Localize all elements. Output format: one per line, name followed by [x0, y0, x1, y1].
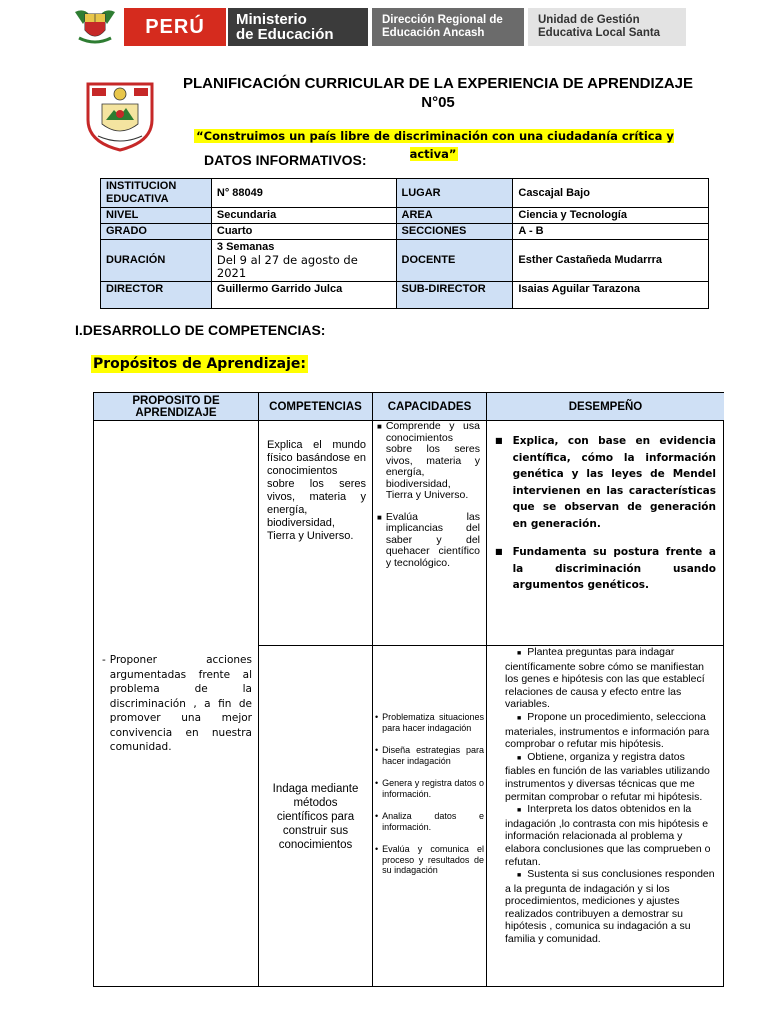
competencia-2-text: Indaga mediante métodos científicos para construir sus conocimientos	[272, 782, 359, 851]
area-value: Ciencia y Tecnología	[513, 208, 709, 224]
desempeno-item	[495, 544, 716, 594]
competencia-1-cell	[259, 421, 373, 646]
duracion-weeks: 3 Semanas	[216, 241, 275, 253]
header-banner	[66, 8, 700, 46]
dre-line-1: Dirección Regional de	[382, 14, 503, 26]
square-bullet-icon: ■	[495, 547, 503, 556]
capacidad-item	[377, 512, 480, 570]
title-line-1: PLANIFICACIÓN CURRICULAR DE LA EXPERIENCIA DE APRENDIZAJE	[182, 75, 694, 92]
desempeno-text: Explica, con base en evidencia científica, cómo la información genética y las leyes de Mendel intervienen en las características que se observan de generación en generación.	[512, 435, 716, 530]
desempeno-text: Propone un procedimiento, selecciona materiales, instrumentos e información para comprobar o refutar mis hipótesis.	[505, 710, 710, 751]
capacidad-item	[375, 811, 484, 832]
square-bullet-icon: ■	[377, 422, 382, 431]
school-crest-icon	[84, 80, 156, 152]
info-row	[101, 208, 709, 224]
capacidad-item	[375, 778, 484, 799]
square-bullet-icon: ■	[517, 872, 522, 880]
capacidad-text: Analiza datos e información.	[382, 811, 484, 832]
capacidad-item	[375, 712, 484, 733]
ministry-line-1: Ministerio	[236, 11, 307, 28]
square-bullet-icon: ■	[495, 436, 503, 445]
capacidad-item	[375, 745, 484, 766]
header-desempeno: DESEMPEÑO	[487, 393, 724, 421]
capacidad-text: Problematiza situaciones para hacer indagación	[382, 712, 484, 733]
subdirector-value: Isaias Aguilar Tarazona	[513, 282, 709, 309]
institucion-value: N° 88049	[211, 179, 396, 208]
grado-label: GRADO	[101, 224, 212, 240]
proposito-cell	[94, 421, 259, 987]
desempeno-text: Interpreta los datos obtenidos en la indagación ,lo contrasta con mis hipótesis e información relacionada al problema y elabora conclusiones que las comprueben o refutan.	[505, 803, 711, 868]
desempeno-text: Obtiene, organiza y registra datos fiables en función de las variables utilizando instrumentos y diversas técnicas que me permitan comprobar o refutar mi hipótesis.	[505, 750, 710, 803]
director-value: Guillermo Garrido Julca	[211, 282, 396, 309]
desempeno-1-cell	[487, 421, 724, 646]
desempeno-2-list	[505, 646, 718, 946]
header-capacidades: CAPACIDADES	[373, 393, 487, 421]
proposito-text: Proponer acciones argumentadas frente al problema de la discriminación , a fin de promover una mejor convivencia en nuestra comunidad.	[109, 654, 252, 754]
square-bullet-icon: ■	[517, 714, 522, 722]
capacidad-text: Comprende y usa conocimientos sobre los seres vivos, materia y energía, biodiversidad, Tierra y Universo.	[385, 420, 480, 501]
competencia-1-text: Explica el mundo físico basándose en conocimientos sobre los seres vivos, materia y energía, biodiversidad, Tierra y Universo.	[267, 439, 366, 542]
desempeno-text: Fundamenta su postura frente a la discriminación usando argumentos genéticos.	[512, 546, 716, 591]
proposito-item	[102, 653, 252, 755]
desempeno-2-cell	[487, 646, 724, 987]
capacidad-text: Diseña estrategias para hacer indagación	[382, 745, 484, 766]
lugar-label: LUGAR	[396, 179, 513, 208]
info-row	[101, 179, 709, 208]
desempeno-text: Plantea preguntas para indagar científicamente sobre cómo se manifiestan los genes e hipótesis con las que establecí relaciones de causa y efecto entre las variables.	[505, 646, 705, 711]
capacidad-item	[377, 421, 480, 502]
ministry-label	[228, 8, 368, 46]
ugel-line-1: Unidad de Gestión	[538, 14, 640, 26]
info-row	[101, 282, 709, 309]
capacidades-2-cell	[373, 646, 487, 987]
desempeno-item	[505, 751, 718, 803]
docente-value: Esther Castañeda Mudarrra	[513, 240, 709, 282]
ugel-label	[528, 8, 686, 46]
grado-value: Cuarto	[211, 224, 396, 240]
square-bullet-icon: ■	[517, 807, 522, 815]
secciones-value: A - B	[513, 224, 709, 240]
capacidad-item	[375, 844, 484, 876]
capacidad-text: Evalúa y comunica el proceso y resultados de su indagación	[382, 844, 484, 875]
bullet-icon: •	[375, 712, 379, 722]
desempeno-item	[505, 646, 718, 711]
info-table	[100, 178, 709, 309]
duracion-dates: Del 9 al 27 de agosto de 2021	[216, 253, 358, 280]
bullet-icon: •	[375, 778, 379, 788]
lugar-value: Cascajal Bajo	[513, 179, 709, 208]
desempeno-item	[505, 868, 718, 946]
area-label: AREA	[396, 208, 513, 224]
dre-label	[372, 8, 524, 46]
competencies-table	[93, 392, 724, 987]
section-heading: I.DESARROLLO DE COMPETENCIAS:	[75, 322, 326, 338]
square-bullet-icon: ■	[517, 650, 522, 657]
duracion-value	[211, 240, 396, 282]
duracion-label: DURACIÓN	[101, 240, 212, 282]
desempeno-item	[495, 433, 716, 532]
competencia-2-cell	[259, 646, 373, 987]
bullet-icon: •	[375, 844, 379, 854]
square-bullet-icon: ■	[517, 754, 522, 762]
desempeno-item	[505, 803, 718, 868]
director-label: DIRECTOR	[101, 282, 212, 309]
capacidad-text: Genera y registra datos o información.	[382, 778, 484, 799]
secciones-label: SECCIONES	[396, 224, 513, 240]
bullet-icon: •	[375, 811, 379, 821]
info-row	[101, 240, 709, 282]
document-title	[160, 74, 716, 112]
dre-line-2: Educación Ancash	[382, 27, 485, 39]
propositos-heading: Propósitos de Aprendizaje:	[93, 356, 306, 372]
header-competencias: COMPETENCIAS	[259, 393, 373, 421]
peru-label: PERÚ	[124, 8, 226, 46]
square-bullet-icon: ■	[377, 512, 382, 522]
ministry-line-2: de Educación	[236, 26, 334, 43]
institucion-label: INSTITUCION EDUCATIVA	[101, 179, 212, 208]
desempeno-item	[505, 711, 718, 751]
capacidades-1-cell	[373, 421, 487, 646]
nivel-value: Secundaria	[211, 208, 396, 224]
title-line-2: N°05	[421, 94, 455, 111]
national-emblem-icon	[66, 8, 124, 46]
dash-bullet: -	[102, 654, 106, 667]
header-proposito: PROPOSITO DE APRENDIZAJE	[94, 393, 259, 421]
datos-informativos-heading: DATOS INFORMATIVOS:	[204, 152, 367, 168]
desempeno-text: Sustenta si sus conclusiones responden a la pregunta de indagación y si los procedimientos, mediciones y ajustes realizados contribuyen a demostrar su hipótesis , comunica su indagación a su familia y comunidad.	[505, 868, 715, 946]
subdirector-label: SUB-DIRECTOR	[396, 282, 513, 309]
capacidad-text: Evalúa las implicancias del saber y del quehacer científico y tecnológico.	[385, 510, 480, 569]
bullet-icon: •	[375, 745, 379, 755]
info-row	[101, 224, 709, 240]
nivel-label: NIVEL	[101, 208, 212, 224]
docente-label: DOCENTE	[396, 240, 513, 282]
ugel-line-2: Educativa Local Santa	[538, 27, 661, 39]
slogan-text: “Construimos un país libre de discriminación con una ciudadanía crítica y activa”	[196, 129, 674, 161]
